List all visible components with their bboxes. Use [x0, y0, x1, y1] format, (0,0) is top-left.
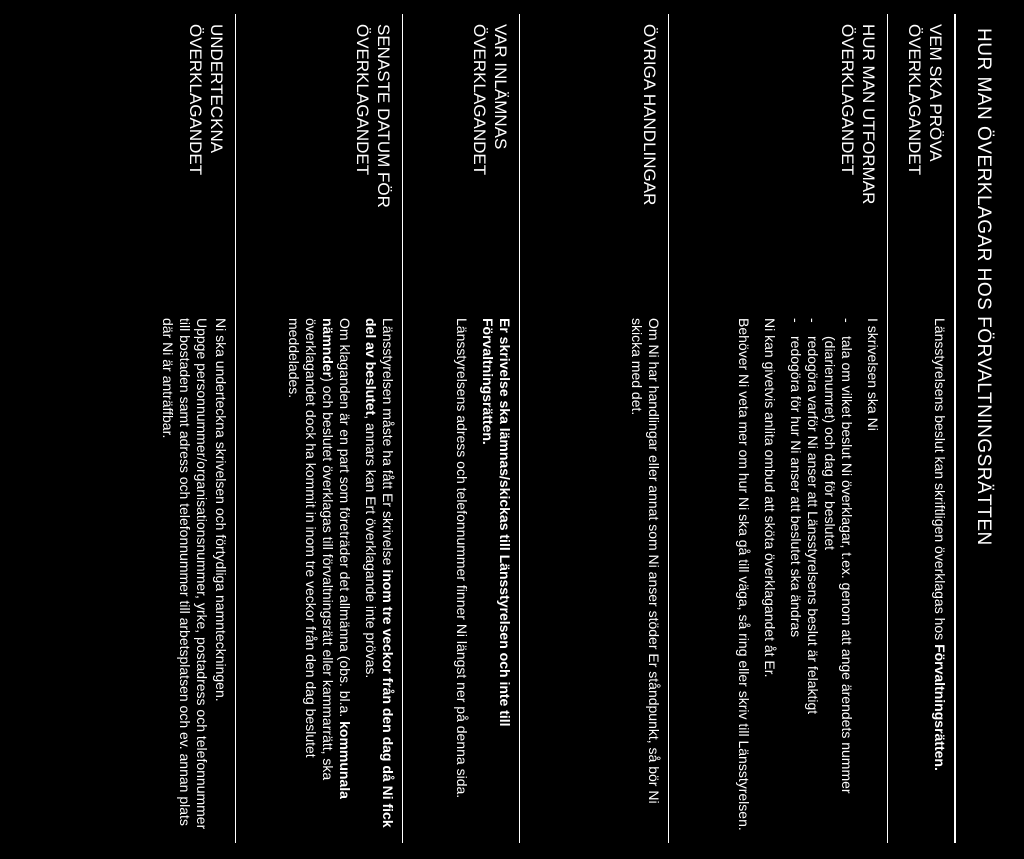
section-label: VEM SKA PRÖVA ÖVERKLAGANDET — [905, 24, 945, 176]
paragraph: Uppge personnummer/organisationsnummer, yrke, postadress och telefonnummer till bostaden samt adress och telefonnummer till arbetsplatsen och ev. annan plats där Ni är anträffbar. — [160, 318, 210, 830]
section-content — [236, 310, 402, 843]
section-content — [669, 310, 887, 843]
requirements-list — [787, 318, 855, 833]
paragraph: Om Ni har handlingar eller annat som Ni anser stöder Er ståndpunkt, så bör Ni skicka med det. — [629, 318, 662, 804]
section-label: UNDERTECKNA ÖVERKLAGANDET — [186, 24, 226, 176]
section-content — [85, 310, 235, 843]
paragraph: Om klaganden är en part som företräder det allmänna (obs. bl.a. kommunala nämnder) och beslutet överklagas till förvaltningsrätt eller kammarrätt, ska överklagandet dock ha kommit in inom tre veckor från den dag beslutet meddelades. — [286, 318, 353, 799]
section-who-reviews — [887, 14, 954, 843]
section-label: SENASTE DATUM FÖR ÖVERKLAGANDET — [353, 24, 393, 208]
paragraph: Er skrivelse ska lämnas/skickas till Länsstyrelsen och inte till Förvaltningsrätten. — [480, 318, 513, 727]
list-item: - tala om vilket beslut Ni överklagar, t.ex. genom att ange ärendets nummer (diarienumret) och dag för beslutet — [821, 318, 855, 833]
section-how-to-form — [668, 14, 887, 843]
paragraph: I skrivelsen ska Ni — [865, 318, 881, 431]
paragraph: Länsstyrelsens beslut kan skriftligen överklagas hos Förvaltningsrätten. — [932, 318, 948, 771]
section-label: VAR INLÄMNAS ÖVERKLAGANDET — [470, 24, 510, 176]
paragraph: Ni ska underteckna skrivelsen och förtydliga namnteckningen. — [213, 318, 229, 702]
section-label: HUR MAN UTFORMAR ÖVERKLAGANDET — [838, 24, 878, 205]
instructions-table — [85, 14, 956, 843]
paragraph: Länsstyrelsens adress och telefonnummer finner Ni längst ner på denna sida. — [454, 318, 470, 799]
section-label: ÖVRIGA HANDLINGAR — [640, 24, 659, 206]
section-content — [520, 310, 668, 843]
list-item: - redogöra för hur Ni anser att beslutet ska ändras — [787, 318, 804, 833]
section-signing — [85, 14, 235, 843]
list-item: - redogöra varför Ni anser att Länsstyrelsens beslut är felaktigt — [804, 318, 821, 833]
section-content — [403, 310, 519, 843]
paragraph: Behöver Ni veta mer om hur Ni ska gå till väga, så ring eller skriv till Länsstyrelsen. — [736, 318, 752, 831]
page-title: HUR MAN ÖVERKLAGAR HOS FÖRVALTNINGSRÄTTEN — [973, 28, 994, 546]
section-content — [888, 310, 954, 843]
paragraph: Länsstyrelsen måste ha fått Er skrivelse inom tre veckor från den dag då Ni fick del av beslutet, annars kan Ert överklagande inte prövas. — [363, 318, 396, 828]
section-other-documents — [519, 14, 668, 843]
section-where-to-submit — [402, 14, 519, 843]
paragraph: Ni kan givetvis anlita ombud att sköta överklagandet åt Er. — [762, 318, 778, 678]
section-latest-date — [235, 14, 402, 843]
